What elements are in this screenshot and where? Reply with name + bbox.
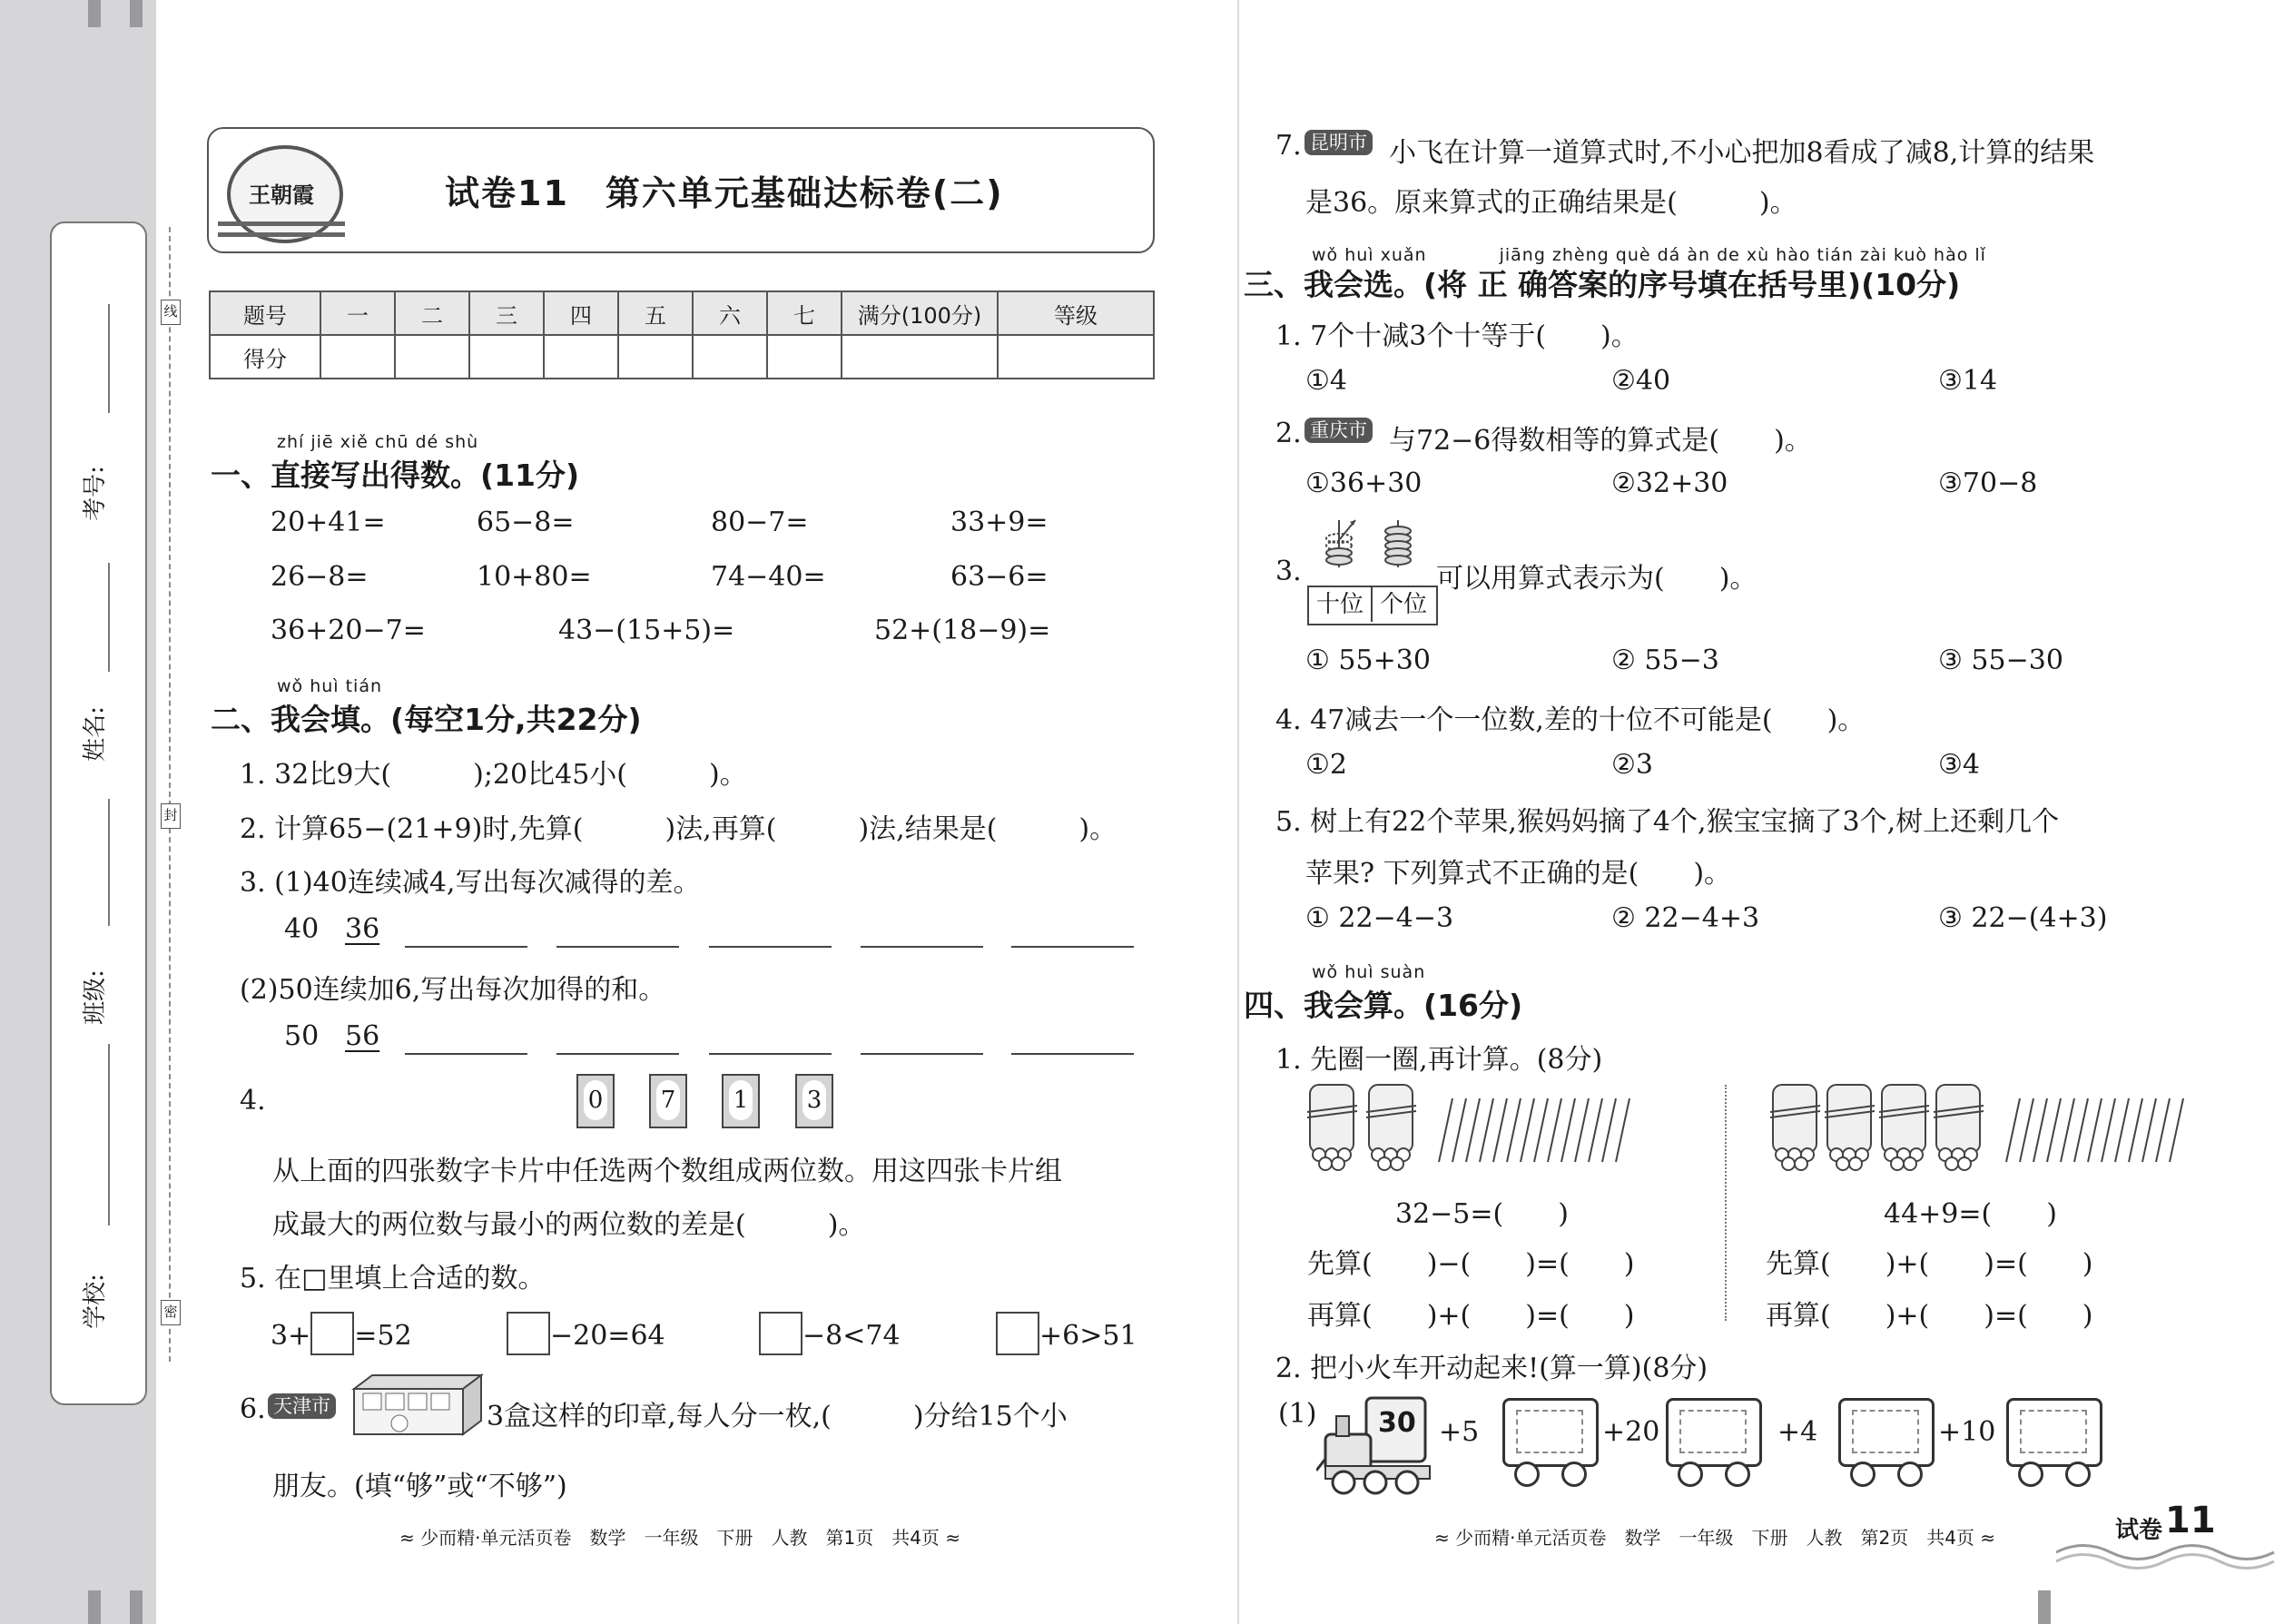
wheel-icon [1897, 1462, 1923, 1487]
score-cell[interactable] [767, 335, 842, 379]
calc-eq-right: 44+9=( ) [1884, 1198, 2057, 1230]
q7-text: 小飞在计算一道算式时,不小心把加8看成了减8,计算的结果 [1389, 137, 2095, 169]
arith-item: 63−6= [950, 561, 1049, 593]
place-label: 十位 [1309, 587, 1373, 622]
score-row-label: 得分 [210, 335, 320, 379]
section2-pinyin: wǒ huì tián [277, 676, 383, 696]
choice-q5: 苹果? 下列算式不正确的是( )。 [1305, 858, 1732, 890]
box-eq-part: +6>51 [1039, 1320, 1137, 1352]
fill-q6-text: 朋友。(填“够”或“不够”) [272, 1471, 567, 1502]
grade-cell[interactable] [998, 335, 1154, 379]
score-cell[interactable] [693, 335, 767, 379]
digit-card [576, 1074, 615, 1128]
score-head-cell: 七 [767, 291, 842, 335]
wheel-icon [1561, 1462, 1587, 1487]
option[interactable]: ②3 [1611, 749, 1653, 781]
score-head-cell: 一 [320, 291, 395, 335]
logo-stripe [218, 221, 345, 226]
score-cell[interactable] [618, 335, 693, 379]
calc-step: 先算( )−( )=( ) [1307, 1248, 1635, 1280]
place-label: 个位 [1379, 591, 1427, 618]
box-eq-2 [507, 1312, 665, 1355]
choice-q3: 可以用算式表示为( )。 [1436, 563, 1757, 595]
choice-q3-number: 3. [1275, 556, 1302, 587]
name-field[interactable] [108, 563, 110, 672]
footer-right: ≈ 少而精·单元活页卷 数学 一年级 下册 人教 第2页 共4页 ≈ [1434, 1527, 1996, 1549]
arith-item: 65−8= [477, 507, 575, 538]
option[interactable]: ③4 [1938, 749, 1980, 781]
wheel-icon [1678, 1462, 1703, 1487]
train-car-answer-box[interactable] [1838, 1398, 1935, 1467]
train-op: +4 [1777, 1416, 1818, 1448]
choice-q5: 5. 树上有22个苹果,猴妈妈摘了4个,猴宝宝摘了3个,树上还剩几个 [1275, 806, 2060, 838]
arith-item: 74−40= [711, 561, 826, 593]
calc-q2-sub: (1) [1278, 1398, 1317, 1430]
wheel-icon [2018, 1462, 2043, 1487]
score-head-cell: 五 [618, 291, 693, 335]
box-eq-1 [271, 1312, 412, 1355]
score-table [209, 290, 1155, 379]
calc-q1: 1. 先圈一圈,再计算。(8分) [1275, 1044, 1603, 1076]
wheel-icon [2065, 1462, 2091, 1487]
name-label: 姓名: [81, 706, 109, 762]
score-cell[interactable] [544, 335, 618, 379]
digit-card [795, 1074, 833, 1128]
fill-q3a: 3. (1)40连续减4,写出每次减得的差。 [240, 867, 701, 899]
calc-step: 再算( )+( )=( ) [1307, 1300, 1635, 1332]
strip-bar [130, 1590, 143, 1624]
score-head-cell: 六 [693, 291, 767, 335]
strip-bar [130, 0, 143, 27]
digit-card-value: 1 [729, 1080, 753, 1120]
school-label: 学校: [81, 1274, 109, 1329]
answer-box[interactable] [759, 1312, 802, 1355]
box-eq-3 [759, 1312, 901, 1355]
seal-mark-seal: 封 [161, 803, 181, 829]
choice-q2-number: 2. [1275, 418, 1302, 449]
option[interactable]: ① 22−4−3 [1305, 902, 1454, 934]
box-eq-part: 3+ [271, 1320, 311, 1352]
seal-mark-secret: 密 [161, 1300, 181, 1325]
q7-number: 7. [1275, 130, 1302, 162]
option[interactable]: ③ 55−30 [1938, 645, 2063, 676]
arith-item: 33+9= [950, 507, 1049, 538]
arith-item: 36+20−7= [271, 615, 426, 646]
section3-title: 三、我会选。(将 正 确答案的序号填在括号里)(10分) [1244, 267, 1961, 302]
stick-bundles-left [1303, 1080, 1639, 1176]
arith-item: 26−8= [271, 561, 369, 593]
digit-card-value: 7 [656, 1080, 680, 1120]
wheel-icon [1850, 1462, 1876, 1487]
answer-box[interactable] [310, 1312, 354, 1355]
page-badge-label: 试卷 [2115, 1517, 2163, 1544]
calc-step: 再算( )+( )=( ) [1766, 1300, 2093, 1332]
stick-bundles-right [1766, 1080, 2192, 1176]
option[interactable]: ①36+30 [1305, 468, 1423, 499]
train-start-value: 30 [1378, 1407, 1416, 1439]
page-title: 试卷11 第六单元基础达标卷(二) [445, 173, 1004, 213]
seq-next: 36 [345, 913, 380, 945]
train-op: +5 [1439, 1416, 1480, 1448]
answer-box[interactable] [507, 1312, 550, 1355]
answer-blank[interactable] [405, 1051, 527, 1055]
answer-blank[interactable] [1011, 944, 1134, 948]
arith-item: 20+41= [271, 507, 386, 538]
fill-q5: 5. 在□里填上合适的数。 [240, 1263, 546, 1294]
box-eq-part: −8<74 [802, 1320, 901, 1352]
strip-bar [88, 0, 101, 27]
divider [1725, 1085, 1727, 1321]
section4-title: 四、我会算。(16分) [1244, 988, 1523, 1023]
class-label: 班级: [81, 969, 109, 1025]
choice-q4: 4. 47减去一个一位数,差的十位不可能是( )。 [1275, 704, 1866, 736]
choice-q1: 1. 7个十减3个十等于( )。 [1275, 320, 1639, 352]
train-car-answer-box[interactable] [2006, 1398, 2102, 1467]
section3-pinyin: wǒ huì xuǎn jiāng zhèng què dá àn de xù hào tián zài kuò hào lǐ [1312, 245, 1986, 265]
digit-card-value: 3 [802, 1080, 826, 1120]
fill-q2: 2. 计算65−(21+9)时,先算( )法,再算( )法,结果是( )。 [240, 813, 1117, 845]
section2-title: 二、我会填。(每空1分,共22分) [211, 702, 642, 737]
cut-line [169, 227, 171, 1362]
footer-left: ≈ 少而精·单元活页卷 数学 一年级 下册 人教 第1页 共4页 ≈ [399, 1527, 961, 1549]
fill-q4-text: 成最大的两位数与最小的两位数的差是( )。 [272, 1209, 866, 1241]
option[interactable]: ③14 [1938, 365, 1998, 397]
option[interactable]: ①2 [1305, 749, 1347, 781]
digit-card-value: 0 [584, 1080, 607, 1120]
score-head-cell: 满分(100分) [842, 291, 998, 335]
city-badge [1305, 418, 1373, 443]
city-badge-label: 天津市 [268, 1393, 336, 1419]
option[interactable]: ①4 [1305, 365, 1347, 397]
arith-item: 52+(18−9)= [874, 615, 1051, 646]
score-head-cell: 等级 [998, 291, 1154, 335]
answer-blank[interactable] [861, 1051, 983, 1055]
arith-item: 80−7= [711, 507, 809, 538]
student-info-box [50, 221, 147, 1405]
exam-number-label: 考号: [81, 466, 109, 521]
score-head-cell: 题号 [210, 291, 320, 335]
section4-pinyin: wǒ huì suàn [1312, 962, 1426, 982]
option[interactable]: ③70−8 [1938, 468, 2038, 499]
option[interactable]: ① 55+30 [1305, 645, 1431, 676]
city-badge [1305, 130, 1373, 155]
logo-text: 王朝霞 [249, 182, 314, 208]
answer-blank[interactable] [556, 944, 679, 948]
answer-box[interactable] [996, 1312, 1039, 1355]
page-badge-number: 11 [2165, 1500, 2216, 1541]
fill-q6-number: 6. [240, 1393, 266, 1425]
abacus-icon [1303, 513, 1434, 586]
city-badge [268, 1393, 336, 1419]
box-eq-part: =52 [354, 1320, 412, 1352]
section1-pinyin: zhí jiē xiě chū dé shù [277, 432, 479, 452]
digit-card [722, 1074, 760, 1128]
answer-blank[interactable] [556, 1051, 679, 1055]
page-divider [1237, 0, 1239, 1624]
strip-bar [2038, 1590, 2051, 1624]
option[interactable]: ②32+30 [1611, 468, 1728, 499]
arith-item: 43−(15+5)= [558, 615, 735, 646]
calc-q2: 2. 把小火车开动起来!(算一算)(8分) [1275, 1353, 1708, 1384]
fill-q3b: (2)50连续加6,写出每次加得的和。 [240, 974, 666, 1006]
score-head-cell: 二 [395, 291, 469, 335]
option[interactable]: ②40 [1611, 365, 1671, 397]
seq-start: 40 [284, 913, 320, 945]
wheel-icon [1725, 1462, 1750, 1487]
option[interactable]: ③ 22−(4+3) [1938, 902, 2108, 934]
score-head-cell: 四 [544, 291, 618, 335]
school-field[interactable] [108, 1044, 110, 1225]
score-cell[interactable] [469, 335, 544, 379]
score-cell[interactable] [842, 335, 998, 379]
q7-text: 是36。原来算式的正确结果是( )。 [1305, 187, 1797, 219]
calc-eq-left: 32−5=( ) [1395, 1198, 1569, 1230]
abacus-place-labels [1307, 586, 1438, 625]
answer-blank[interactable] [1011, 1051, 1134, 1055]
class-field[interactable] [108, 799, 110, 926]
fill-q1: 1. 32比9大( );20比45小( )。 [240, 759, 747, 791]
train-car-answer-box[interactable] [1502, 1398, 1599, 1467]
digit-card [649, 1074, 687, 1128]
answer-blank[interactable] [709, 944, 832, 948]
city-badge-label: 昆明市 [1305, 130, 1373, 155]
score-head-cell: 三 [469, 291, 544, 335]
box-eq-part: −20=64 [550, 1320, 665, 1352]
logo-stripe [218, 232, 345, 237]
seal-mark-line: 线 [161, 300, 181, 325]
fill-q6-text: 3盒这样的印章,每人分一枚,( )分给15个小 [487, 1401, 1068, 1432]
arith-item: 10+80= [477, 561, 592, 593]
strip-bar [88, 1590, 101, 1624]
score-cell[interactable] [320, 335, 395, 379]
fill-q4-text: 从上面的四张数字卡片中任选两个数组成两位数。用这四张卡片组 [272, 1156, 1062, 1187]
train-car-answer-box[interactable] [1666, 1398, 1762, 1467]
wheel-icon [1514, 1462, 1540, 1487]
exam-number-field[interactable] [108, 304, 110, 413]
train-op: +10 [1938, 1416, 1996, 1448]
box-eq-4 [996, 1312, 1137, 1355]
train-op: +20 [1602, 1416, 1660, 1448]
city-badge-label: 重庆市 [1305, 418, 1373, 443]
option[interactable]: ② 22−4+3 [1611, 902, 1760, 934]
choice-q2: 与72−6得数相等的算式是( )。 [1389, 425, 1812, 457]
answer-blank[interactable] [405, 944, 527, 948]
seq-start: 50 [284, 1020, 320, 1052]
section1-title: 一、直接写出得数。(11分) [211, 458, 580, 493]
calc-step: 先算( )+( )=( ) [1766, 1248, 2093, 1280]
fill-q4-number: 4. [240, 1085, 266, 1117]
stamp-box-illustration [350, 1371, 486, 1439]
seq-next: 56 [345, 1020, 380, 1052]
answer-blank[interactable] [861, 944, 983, 948]
score-cell[interactable] [395, 335, 469, 379]
option[interactable]: ② 55−3 [1611, 645, 1719, 676]
answer-blank[interactable] [709, 1051, 832, 1055]
